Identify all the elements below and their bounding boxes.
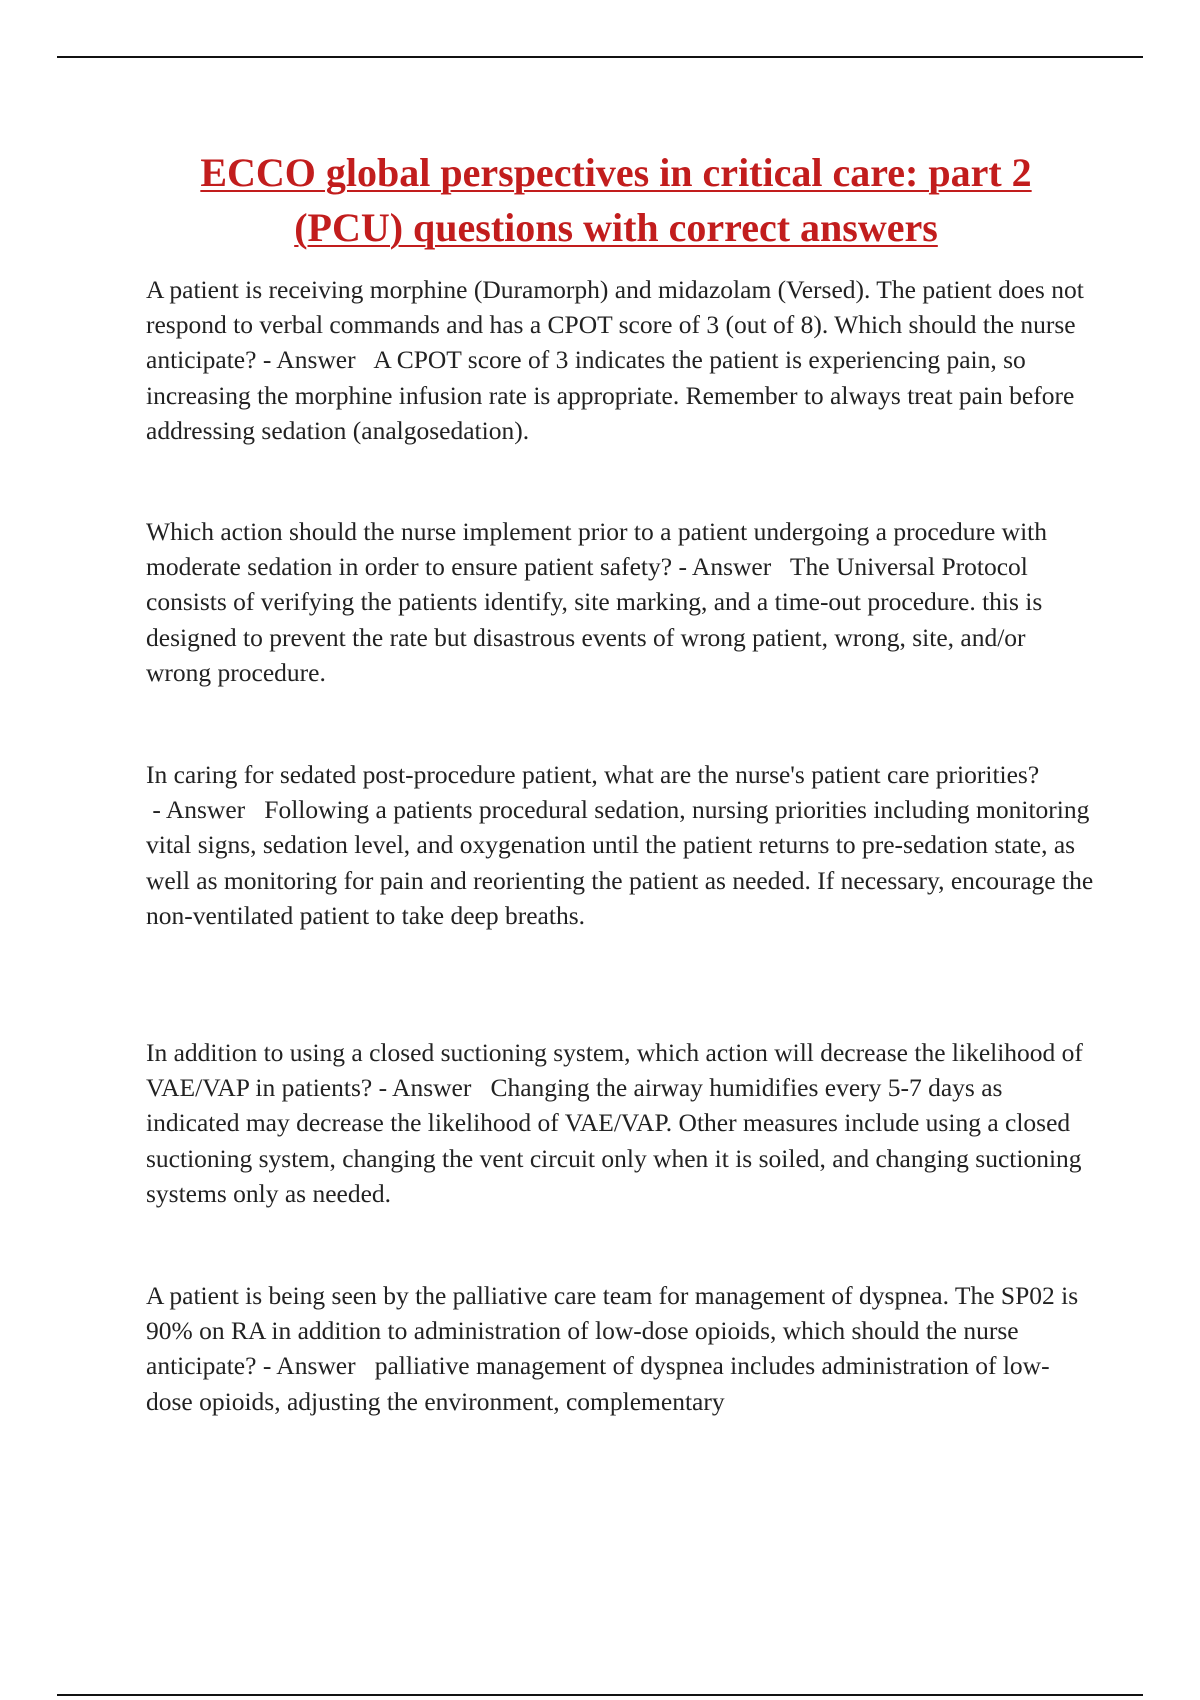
qa-item — [146, 757, 1096, 933]
document-title — [146, 145, 1086, 255]
document-page — [146, 145, 1094, 1416]
answer-text: palliative management of dyspnea includes administration of low-dose opioids, adjusting the environment, complementary — [146, 1351, 1050, 1416]
answer-text: Changing the airway humidifies every 5-7 days as indicated may decrease the likelihood of VAE/VAP. Other measures include using a closed suctioning system, changing the vent circuit only when it is soiled, and changing suctioning systems only as needed. — [146, 1073, 1082, 1208]
question-text: In addition to using a closed suctioning system, which action will decrease the likelihood of VAE/VAP in patients? — [146, 1038, 1083, 1103]
question-text: A patient is being seen by the palliative care team for management of dyspnea. The SP02 is 90% on RA in addition to administration of low-dose opioids, which should the nurse anticipate? — [146, 1281, 1079, 1381]
answer-text: The Universal Protocol consists of verifying the patients identify, site marking, and a time-out procedure. this is designed to prevent the rate but disastrous events of wrong patient, wrong, site, and/or wrong procedure. — [146, 552, 1043, 687]
qa-item — [146, 514, 1096, 690]
footer-rule — [57, 1694, 1143, 1696]
answer-marker: - Answer — [672, 552, 790, 582]
question-text: Which action should the nurse implement prior to a patient undergoing a procedure with moderate sedation in order to ensure patient safety? — [146, 517, 1047, 582]
qa-item — [146, 1278, 1096, 1419]
qa-item — [146, 272, 1096, 448]
question-text: A patient is receiving morphine (Duramorph) and midazolam (Versed). The patient does not respond to verbal commands and has a CPOT score of 3 (out of 8). Which should the nurse anticipate? — [146, 275, 1084, 375]
title-line-1: ECCO global perspectives in critical care: part 2 — [200, 150, 1032, 195]
answer-text: A CPOT score of 3 indicates the patient is experiencing pain, so increasing the morphine infusion rate is appropriate. Remember to always treat pain before addressing sedation (analgosedation). — [146, 345, 1075, 445]
answer-marker: - Answer — [372, 1073, 491, 1103]
answer-text: Following a patients procedural sedation, nursing priorities including monitoring vital signs, sedation level, and oxygenation until the patient returns to pre-sedation state, as well as monitoring for pain and reorienting the patient as needed. If necessary, encourage the non-ventilated patient to take deep breaths. — [146, 795, 1094, 930]
qa-item — [146, 1035, 1096, 1211]
answer-marker: - Answer — [146, 795, 265, 825]
header-rule — [57, 56, 1143, 58]
answer-marker: - Answer — [256, 345, 374, 375]
answer-marker: - Answer — [256, 1351, 375, 1381]
question-text: In caring for sedated post-procedure patient, what are the nurse's patient care priorities? — [146, 760, 1040, 789]
title-line-2: (PCU) questions with correct answers — [294, 205, 938, 250]
